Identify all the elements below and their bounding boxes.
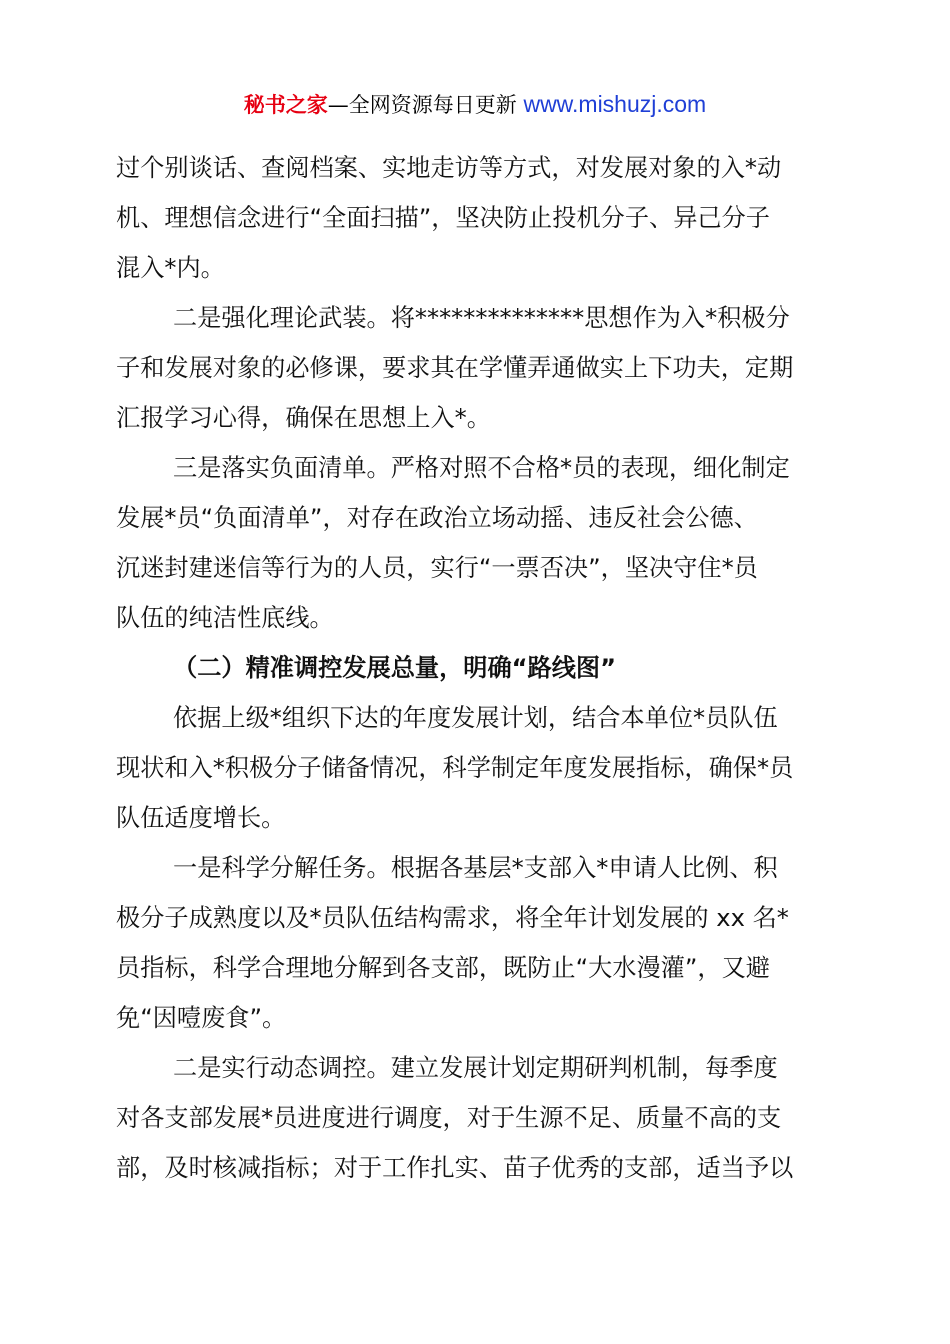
paragraph-start: 二是强化理论武装。将**************思想作为入*积极分 bbox=[173, 304, 790, 332]
paragraph-start: 三是落实负面清单。严格对照不合格*员的表现，细化制定 bbox=[173, 454, 790, 482]
body-line: 极分子成熟度以及*员队伍结构需求，将全年计划发展的 xx 名* bbox=[116, 904, 789, 932]
body-line: 过个别谈话、查阅档案、实地走访等方式，对发展对象的入*动 bbox=[116, 154, 782, 182]
paragraph-start: 依据上级*组织下达的年度发展计划，结合本单位*员队伍 bbox=[173, 704, 778, 732]
body-line: 对各支部发展*员进度进行调度，对于生源不足、质量不高的支 bbox=[116, 1104, 782, 1132]
body-line: 员指标，科学合理地分解到各支部，既防止“大水漫灌”，又避 bbox=[116, 954, 770, 982]
page-header bbox=[0, 88, 950, 121]
body-line: 混入*内。 bbox=[116, 254, 225, 282]
body-line: 沉迷封建迷信等行为的人员，实行“一票否决”，坚决守住*员 bbox=[116, 554, 758, 582]
body-line: 队伍的纯洁性底线。 bbox=[116, 604, 334, 632]
body-line: 免“因噎废食”。 bbox=[116, 1004, 287, 1032]
paragraph-start: 一是科学分解任务。根据各基层*支部入*申请人比例、积 bbox=[173, 854, 778, 882]
body-line: 汇报学习心得，确保在思想上入*。 bbox=[116, 404, 491, 432]
section-heading: （二）精准调控发展总量，明确“路线图” bbox=[173, 654, 616, 682]
body-line: 现状和入*积极分子储备情况，科学制定年度发展指标，确保*员 bbox=[116, 754, 794, 782]
header-brand: 秘书之家 bbox=[243, 93, 328, 117]
body-line: 队伍适度增长。 bbox=[116, 804, 286, 832]
document-body bbox=[116, 143, 836, 1193]
body-line: 子和发展对象的必修课，要求其在学懂弄通做实上下功夫，定期 bbox=[116, 354, 794, 382]
header-tagline: —全网资源每日更新 bbox=[327, 93, 524, 117]
paragraph-start: 二是实行动态调控。建立发展计划定期研判机制，每季度 bbox=[173, 1054, 778, 1082]
body-line: 部，及时核减指标；对于工作扎实、苗子优秀的支部，适当予以 bbox=[116, 1154, 794, 1182]
body-line: 机、理想信念进行“全面扫描”，坚决防止投机分子、异己分子 bbox=[116, 204, 770, 232]
body-line: 发展*员“负面清单”，对存在政治立场动摇、违反社会公德、 bbox=[116, 504, 758, 532]
header-url-link[interactable]: www.mishuzj.com bbox=[523, 91, 707, 117]
